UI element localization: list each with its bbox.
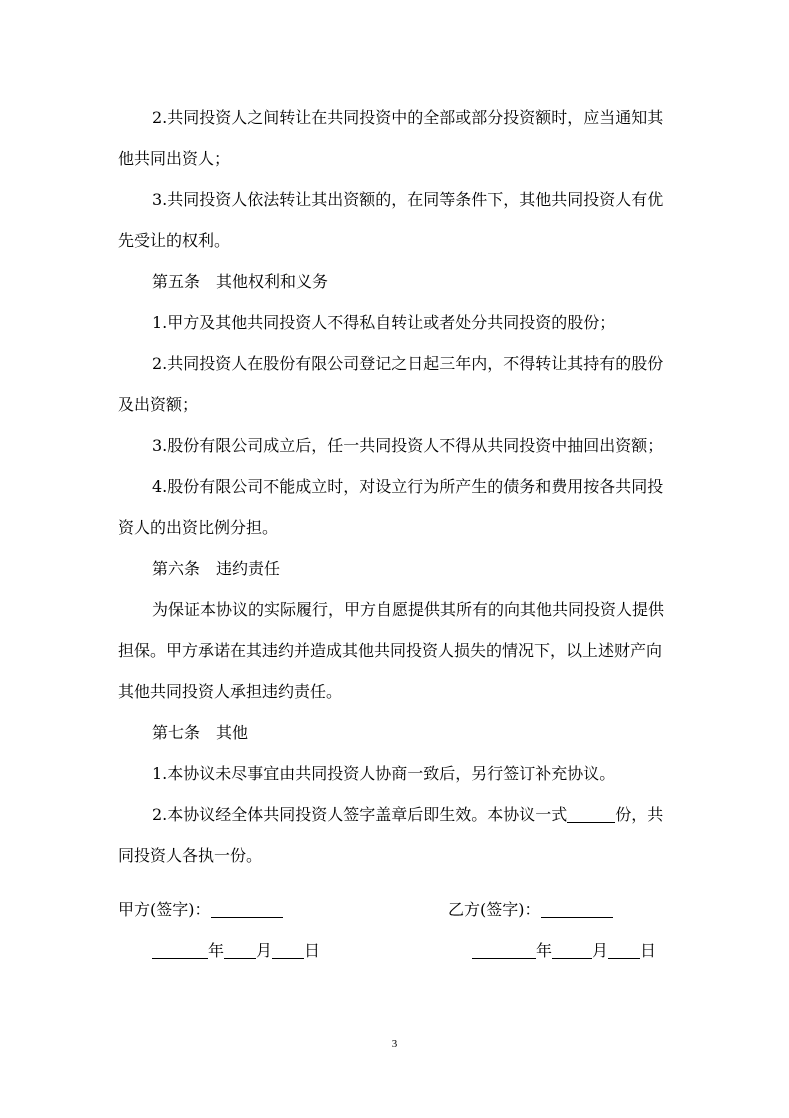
paragraph-preemptive-right: 3.共同投资人依法转让其出资额的，在同等条件下，其他共同投资人有优先受让的权利。	[118, 190, 664, 250]
paragraph-copies	[118, 794, 664, 876]
heading-article-7: 第七条 其他	[152, 723, 249, 742]
month-label-b: 月	[592, 941, 609, 960]
month-label-a: 月	[256, 941, 273, 960]
copies-text-after: 份，共同投资人各执一份。	[118, 805, 664, 865]
paragraph-transfer-notice: 2.共同投资人之间转让在共同投资中的全部或部分投资额时，应当通知其他共同出资人；	[118, 108, 664, 168]
paragraph-no-withdrawal: 3.股份有限公司成立后，任一共同投资人不得从共同投资中抽回出资额；	[152, 436, 664, 455]
day-label-b: 日	[640, 941, 657, 960]
signature-party-b	[448, 900, 613, 920]
party-a-blank	[211, 901, 283, 918]
paragraph-guarantee: 为保证本协议的实际履行，甲方自愿提供其所有的向其他共同投资人提供担保。甲方承诺在其违约并造成其他共同投资人损失的情况下，以上述财产向其他共同投资人承担违约责任。	[118, 600, 665, 701]
page-number: 3	[391, 1038, 398, 1050]
party-b-label: 乙方(签字)：	[448, 900, 541, 919]
heading-article-5: 第五条 其他权利和义务	[152, 272, 329, 291]
copies-blank	[567, 806, 615, 823]
month-blank-a	[224, 942, 256, 959]
party-b-blank	[541, 901, 613, 918]
month-blank-b	[552, 942, 592, 959]
signature-party-a	[118, 900, 283, 920]
paragraph-liability-sharing: 4.股份有限公司不能成立时，对设立行为所产生的债务和费用按各共同投资人的出资比例分担。	[118, 477, 664, 537]
date-line-party-b	[472, 941, 656, 961]
year-label-b: 年	[536, 941, 553, 960]
copies-text-before: 2.本协议经全体共同投资人签字盖章后即生效。本协议一式	[152, 805, 568, 824]
date-line-party-a	[152, 941, 320, 961]
day-blank-b	[608, 942, 640, 959]
heading-article-6: 第六条 违约责任	[152, 559, 281, 578]
party-a-label: 甲方(签字)：	[118, 900, 211, 919]
year-blank-a	[152, 942, 208, 959]
paragraph-three-year-lock: 2.共同投资人在股份有限公司登记之日起三年内，不得转让其持有的股份及出资额；	[118, 354, 664, 414]
year-blank-b	[472, 942, 536, 959]
paragraph-supplement: 1.本协议未尽事宜由共同投资人协商一致后，另行签订补充协议。	[152, 764, 616, 783]
day-blank-a	[272, 942, 304, 959]
year-label-a: 年	[208, 941, 225, 960]
day-label-a: 日	[304, 941, 321, 960]
paragraph-no-private-transfer: 1.甲方及其他共同投资人不得私自转让或者处分共同投资的股份；	[152, 313, 616, 332]
